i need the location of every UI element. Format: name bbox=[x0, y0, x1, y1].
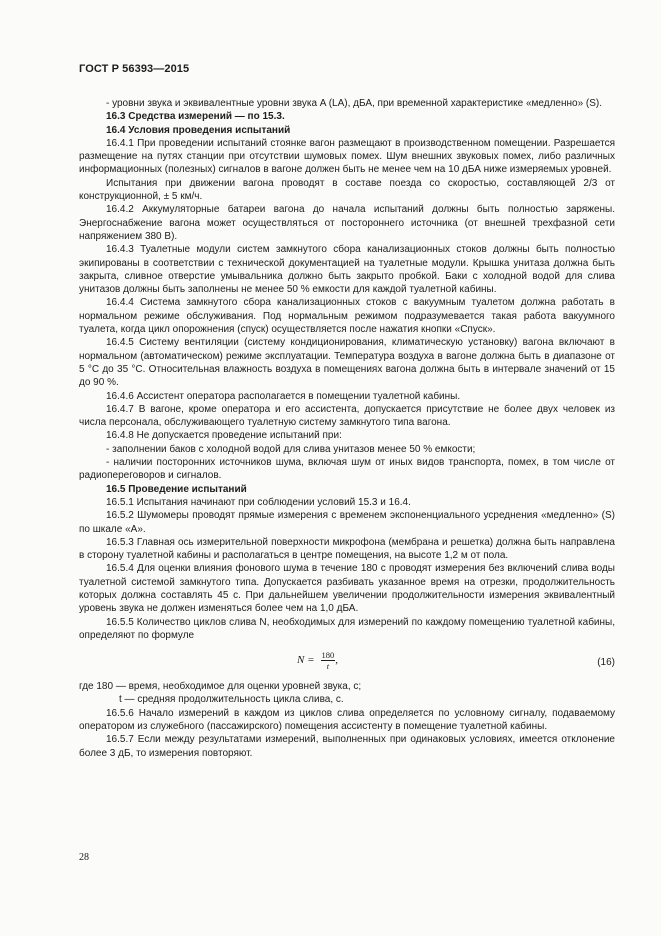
paragraph: - уровни звука и эквивалентные уровни звука A (LA), дБА, при временной характеристике «медленно» (S). bbox=[106, 98, 603, 109]
paragraph: 16.3 Средства измерений — по 15.3. bbox=[106, 111, 285, 123]
formula-variable: N = bbox=[297, 654, 315, 667]
formula-numerator: 180 bbox=[321, 650, 335, 661]
paragraph: t — средняя продолжительность цикла слива, с. bbox=[119, 694, 344, 706]
paragraph: - наличии посторонних источников шума, включая шум от иных видов транспорта, помех, в том числе от радиопереговоров и сигналов. bbox=[79, 457, 615, 482]
paragraphs-after-formula bbox=[79, 680, 615, 760]
paragraph: 16.4.8 Не допускается проведение испытаний при: bbox=[106, 430, 342, 442]
paragraph: 16.4.2 Аккумуляторные батареи вагона до начала испытаний должны быть полностью заряжены. Энергоснабжение вагона может осуществляться от постороннего источника (от внешней трехфазной сети напряжением 380 В). bbox=[79, 204, 615, 242]
paragraph: 16.4.1 При проведении испытаний стоянке вагон размещают в производственном помещении. Разрешается размещение на путях станции при отсутствии шумовых помех. Шум внешних звуковых помех, либо различных информационных (полезных) сигналов в вагоне должен быть не менее чем на 10 дБА ниже измеряемых уровней. bbox=[79, 137, 615, 176]
paragraph: где 180 — время, необходимое для оценки уровней звука, с; bbox=[79, 681, 362, 693]
formula-suffix: , bbox=[335, 654, 339, 667]
document-body bbox=[79, 97, 615, 760]
formula-number: (16) bbox=[597, 657, 615, 669]
paragraph: 16.5 Проведение испытаний bbox=[106, 483, 247, 495]
paragraph: Испытания при движении вагона проводят в составе поезда со скоростью, составляющей 2/3 от конструкционной, ± 5 км/ч. bbox=[79, 177, 615, 203]
paragraph: 16.4.7 В вагоне, кроме оператора и его ассистента, допускается присутствие не более двух человек из числа персонала, обслуживающего туалетную систему замкнутого типа вагона. bbox=[79, 403, 615, 429]
paragraph: 16.4.5 Систему вентиляции (систему кондиционирования, климатическую установку) вагона включают в нормальном (автоматическом) режиме эксплуатации. Температура воздуха в вагоне должна быть в диапазоне от 5 °С до 35 °С. Относительная влажность воздуха в помещениях вагона должна быть в интервале значений от 15 до 90 %. bbox=[79, 337, 615, 389]
document-header: ГОСТ Р 56393—2015 bbox=[79, 63, 190, 75]
formula-fraction bbox=[321, 650, 339, 672]
formula-expression bbox=[297, 650, 338, 671]
paragraph: 16.4.6 Ассистент оператора располагается в помещении туалетной кабины. bbox=[106, 390, 461, 402]
paragraph: - заполнении баков с холодной водой для слива унитазов менее 50 % емкости; bbox=[106, 443, 476, 455]
paragraph: 16.4.4 Система замкнутого сбора канализационных стоков с вакуумным туалетом должна работать в нормальном режиме обслуживания. Под нормальным режимом подразумевается такая работа вакуумного туалета, когда цикл опорожнения (спуск) осуществляется после нажатия кнопки «Спуск». bbox=[79, 297, 615, 336]
formula-16 bbox=[79, 646, 615, 678]
paragraph: 16.5.2 Шумомеры проводят прямые измерения с временем экспоненциального усреднения «медленно» (S) по шкале «А». bbox=[79, 510, 615, 535]
paragraphs-before-formula bbox=[79, 97, 615, 642]
paragraph: 16.4 Условия проведения испытаний bbox=[106, 124, 291, 136]
paragraph: 16.5.3 Главная ось измерительной поверхности микрофона (мембрана и решетка) должна быть направлена в сторону туалетной кабины и располагаться в центре помещения, на высоте 1,2 м от пола. bbox=[79, 536, 615, 562]
paragraph: 16.5.5 Количество циклов слива N, необходимых для измерений по каждому помещению туалетной кабины, определяют по формуле bbox=[79, 616, 615, 641]
paragraph: 16.5.7 Если между результатами измерений, выполненных при одинаковых условиях, имеется отклонение более 3 дБ, то измерения повторяют. bbox=[79, 734, 615, 759]
paragraph: 16.4.3 Туалетные модули систем замкнутого сбора канализационных стоков должны быть полностью экипированы в соответствии с технической документацией на туалетные модули. Крышка унитаза должна быть закрыта, сливное отверстие умывальника должно быть закрыто пробкой. Баки с холодной водой для слива унитазов должны быть заполнены не менее 50 % емкости для каждой туалетной кабины. bbox=[79, 244, 615, 296]
formula-denominator: t bbox=[326, 661, 330, 672]
paragraph: 16.5.1 Испытания начинают при соблюдении условий 15.3 и 16.4. bbox=[106, 496, 411, 508]
paragraph: 16.5.4 Для оценки влияния фонового шума в течение 180 с проводят измерения без включений слива воды туалетной системой замкнутого типа. Допускается разбивать указанное время на отрезки, продолжительность которых должна составлять 45 с. При дальнейшем увеличении продолжительности измерения эквивалентный уровень звука не должен изменяться более чем на 1,0 дБА. bbox=[79, 563, 615, 615]
paragraph: 16.5.6 Начало измерений в каждом из циклов слива определяется по условному сигналу, подаваемому оператором из служебного (пассажирского) помещения ассистенту в помещение туалетной кабины. bbox=[79, 707, 615, 733]
page-number: 28 bbox=[79, 852, 89, 863]
